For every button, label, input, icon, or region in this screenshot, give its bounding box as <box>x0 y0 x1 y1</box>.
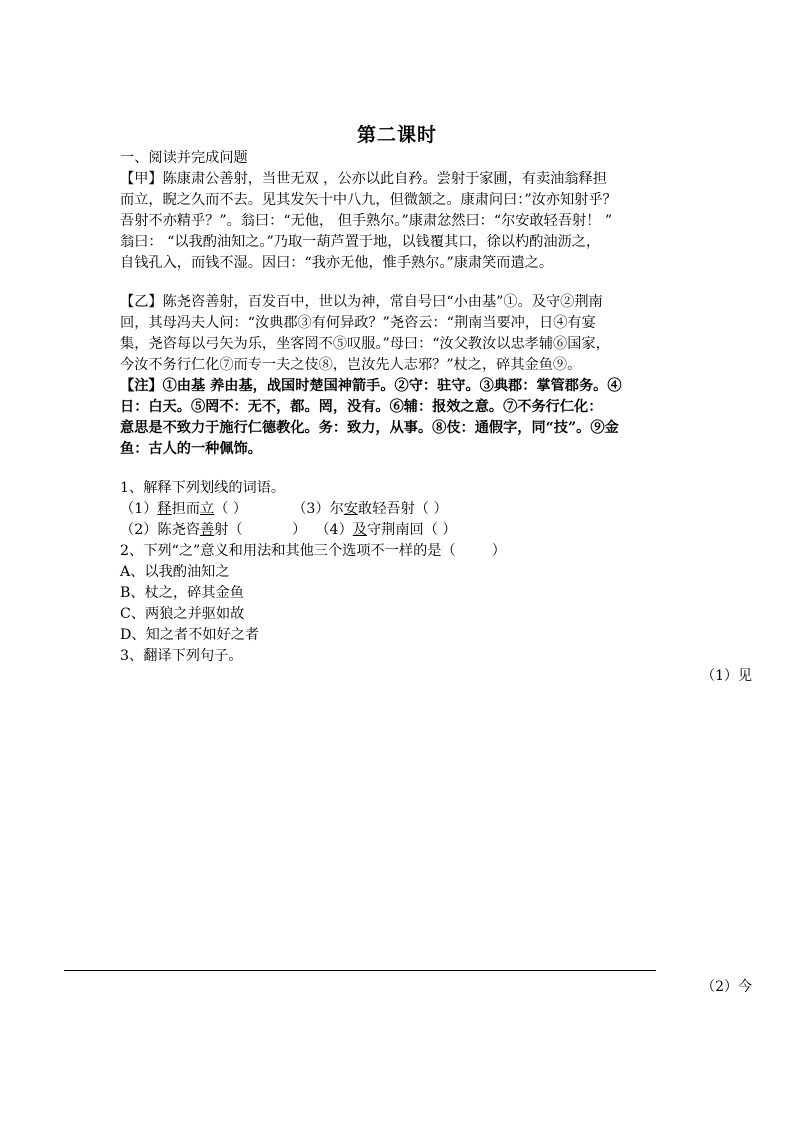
question-1-row <box>120 520 700 541</box>
question-1-stem: 1、解释下列划线的词语。 <box>120 480 286 496</box>
q1-item3-rest: 敢轻吾射（ ） <box>358 501 448 517</box>
question-2-stem: 2、下列“之”意义和用法和其他三个选项不一样的是（ ） <box>120 543 506 559</box>
passage-jia-line: 自钱孔入，而钱不湿。因曰：“我亦无他，惟手熟尔。”康肃笑而遣之。 <box>120 255 554 271</box>
option-d[interactable]: D、知之者不如好之者 <box>120 627 260 643</box>
passage-yi-line: 集，尧咨每以弓矢为乐，坐客罔不⑤叹服。”母曰：“汝父教汝以忠孝辅⑥国家， <box>120 336 610 352</box>
q1-item1-underlined-word-2: 立 <box>200 501 215 517</box>
notes-line: 日：白天。⑤罔不：无不，都。罔，没有。⑥辅：报效之意。⑦不务行仁化： <box>120 399 603 415</box>
option-b[interactable]: B、杖之，碎其金鱼 <box>120 585 244 601</box>
question-3-item-1: （1）见 <box>701 668 752 684</box>
q1-item4-rest: 守荆南回（ ） <box>366 522 457 538</box>
answer-blank[interactable]: （ ） <box>214 501 248 517</box>
question-3-item-2: （2）今 <box>701 979 752 995</box>
q1-item3-prefix: （3）尔 <box>292 501 344 517</box>
question-3-stem: 3、翻译下列句子。 <box>120 648 243 664</box>
q1-item1-underlined-word: 释 <box>157 501 172 517</box>
q1-item2-prefix: （2）陈尧咨 <box>120 522 200 538</box>
answer-line <box>64 970 656 971</box>
passage-yi-line: 今汝不务行仁化⑦而专一夫之伎⑧，岂汝先人志邪？”杖之，碎其金鱼⑨。 <box>120 357 582 373</box>
q1-item2-rest: 射（ ） （4） <box>214 522 353 538</box>
notes-line: 【注】①由基 养由基，战国时楚国神箭手。②守：驻守。③典郡：掌管郡务。④ <box>120 378 622 394</box>
q1-item1-mid: 担而 <box>171 501 200 517</box>
q1-item3-underlined-word: 安 <box>343 501 358 517</box>
passage-yi-line: 【乙】陈尧咨善射，百发百中，世以为神，常自号曰“小由基”①。及守②荆南 <box>120 294 603 310</box>
notes-line: 鱼：古人的一种佩饰。 <box>120 441 262 457</box>
page-title: 第二课时 <box>356 124 437 146</box>
section-heading: 一、阅读并完成问题 <box>120 150 248 166</box>
option-a[interactable]: A、以我酌油知之 <box>120 564 230 580</box>
passage-jia-line: 【甲】陈康肃公善射，当世无双 ，公亦以此自矜。尝射于家圃，有卖油翁释担 <box>120 171 607 187</box>
spacer <box>247 501 292 517</box>
passage-jia-line: 而立，睨之久而不去。见其发矢十中八九，但微颔之。康肃问曰：”汝亦知射乎？ <box>120 192 617 208</box>
q1-item4-underlined-word: 及 <box>352 522 367 538</box>
notes-line: 意思是不致力于施行仁德教化。务：致力，从事。⑧伎：通假字，同“技”。⑨金 <box>120 420 619 436</box>
passage-jia-line: 吾射不亦精乎？”。翁曰：“无他， 但手熟尔。”康肃忿然曰：“尔安敢轻吾射！ ” <box>120 213 613 229</box>
passage-yi-line: 回，其母冯夫人问：“汝典郡③有何异政？”尧咨云：“荆南当要冲，日④有宴 <box>120 315 596 331</box>
question-1-row <box>120 499 700 520</box>
q1-item2-underlined-word: 善 <box>199 522 215 538</box>
option-c[interactable]: C、两狼之并驱如故 <box>120 606 245 622</box>
passage-jia-line: 翁曰： “以我酌油知之。”乃取一葫芦置于地，以钱覆其口，徐以杓酌油沥之， <box>120 234 601 250</box>
q1-item1-prefix: （1） <box>120 501 158 517</box>
